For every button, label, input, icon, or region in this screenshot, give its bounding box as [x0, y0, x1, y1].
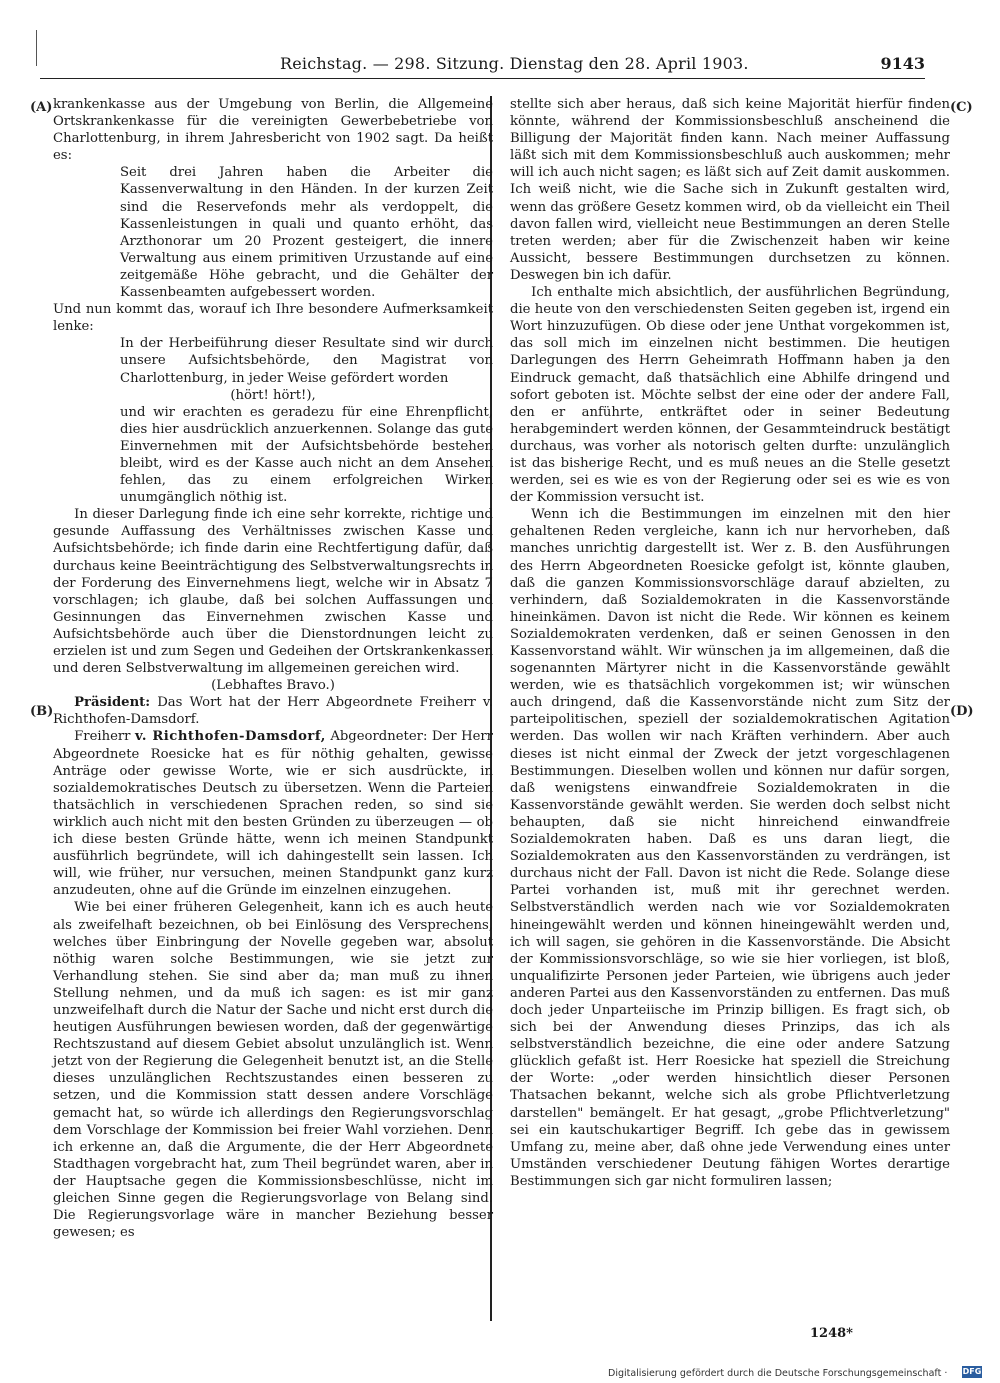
interjection: (hört! hört!), [230, 387, 316, 403]
president-remark [53, 694, 493, 728]
paragraph: krankenkasse aus der Umgebung von Berlin, die Allgemeine Ortskrankenkasse für die vereinigten Gewerbebetriebe von Charlottenburg, in ihrem Jahresbericht von 1902 sagt. Da heißt es: [53, 97, 493, 164]
sheet-number: 1248* [810, 1326, 853, 1341]
speaker-prefix: Freiherr [74, 729, 131, 745]
president-text: Das Wort hat der Herr Abgeordnete Freiherr v. Richthofen-Damsdorf. [53, 695, 493, 728]
running-title: Reichstag. — 298. Sitzung. Dienstag den 28. April 1903. [280, 54, 749, 73]
quotation: In der Herbeiführung dieser Resultate sind wir durch unsere Aufsichtsbehörde, den Magistrat von Charlottenburg, in jeder Weise gefördert worden [120, 336, 493, 386]
applause-note: (Lebhaftes Bravo.) [211, 678, 335, 694]
paragraph: Ich enthalte mich absichtlich, der ausführlichen Begründung, die heute von den verschiedensten Seiten gegeben ist, irgend ein Wort hinzuzufügen. Ob diese oder jene Unthat vorgekommen ist, das soll mich im einzelnen nicht bestimmen. Die heutigen Darlegungen des Herrn Geheimrath Hoffmann haben ja den Eindruck gemacht, daß thatsächlich eine Abhilfe dringend und sofort geboten ist. Möchte selbst der eine oder der andere Fall, den er anführte, entkräftet oder in seiner Bedeutung herabgemindert werden können, der Gesammteindruck bestätigt durchaus, was vorher als notorisch gelten durfte: unzulänglich ist das bisherige Recht, und es muß neues an die Stelle gesetzt werden, sei es wie es von der Regierung oder sei es wie es von der Kommission versucht ist. [510, 285, 950, 506]
page-header [40, 52, 925, 79]
page-number: 9143 [880, 54, 925, 73]
speaker-text: Abgeordneter: Der Herr Abgeordnete Roesicke hat es für nöthig gehalten, gewisse Anträge oder gewisse Worte, wie er sich ausdrückte, in sozialdemokratisches Deutsch zu übersetzen. Wenn die Parteien thatsächlich in verschiedenen Sprachen reden, so sind sie wirklich auch nicht mit den besten Gründen zu überzeugen — ob ich diese besten Gründe hätte, wenn ich meinen Standpunkt ausführlich begründete, will ich dahingestellt sein lassen. Ich will, wie früher, nur versuchen, meinen Standpunkt ganz kurz anzudeuten, ohne auf die Gründe im einzelnen einzugehen. [53, 729, 493, 899]
president-label: Präsident: [74, 695, 151, 711]
margin-rule [36, 30, 37, 66]
paragraph: Wenn ich die Bestimmungen im einzelnen mit den hier gehaltenen Reden vergleiche, kann ich nur hervorheben, daß manches unrichtig dargestellt ist. Wer z. B. den Ausführungen des Herrn Abgeordneten Roesicke gefolgt ist, könnte glauben, daß die ganzen Kommissionsvorschläge darauf abzielten, zu verhindern, daß Sozialdemokraten in die Kassenvorstände hineinkämen. Davon ist nicht die Rede. Wir können es keinem Sozialdemokraten verdenken, daß er seinen Genossen in den Kassenvorstand wählt. Wir wünschen ja im allgemeinen, daß die sogenannten Märtyrer nicht in die Kassenvorstände gewählt werden, wie es thatsächlich vorgekommen ist; wir wünschen auch dringend, daß die Kassenvorstände nicht zum Sitz der parteipolitischen, speziell der sozialdemokratischen Agitation werden. Das wollen wir nach Kräften verhindern. Aber auch dieses ist nicht einmal der Zweck der jetzt vorgeschlagenen Bestimmungen. Dieselben wollen und können nur dafür sorgen, daß wenigstens einwandfreie Sozialdemokraten in die Kassenvorstände gewählt werden. Sie werden doch selbst nicht behaupten, daß sie nicht hinreichend einwandfreie Sozialdemokraten haben. Daß es uns daran liegt, die Sozialdemokraten aus den Kassenvorständen zu verdrängen, ist durchaus nicht der Fall. Davon ist nicht die Rede. Solange diese Partei vorhanden ist, muß mit ihr gerechnet werden. Selbstverständlich werden nach wie vor Sozialdemokraten hineingewählt werden und können hineingewählt werden und, ich will sagen, sie gehören in die Kassenvorstände. Die Absicht der Kommissionsvorschläge, so wie sie hier vorliegen, ist bloß, unqualifizirte Personen jeder Parteien, wie übrigens auch jeder anderen Partei aus den Kassenvorständen zu entfernen. Das muß doch jeder Unparteiische im Prinzip billigen. Es fragt sich, ob sich bei der Anwendung dieses Prinzips, das ich als selbstverständlich bezeichne, die eine oder andere Satzung glücklich gefaßt ist. Herr Roesicke hat speziell die Streichung der Worte: „oder werden hinsichtlich dieser Personen Thatsachen bekannt, welche sich als grobe Pflichtverletzung darstellen" bemängelt. Er hat gesagt, „grobe Pflichtverletzung" sei ein kautschukartiger Begriff. Ich gebe das in gewissem Umfang zu, meine aber, daß ohne jede Verwendung eines unter Umständen verschiedener Deutung fähigen Wortes derartige Bestimmungen sich gar nicht formuliren lassen; [510, 507, 950, 1189]
margin-marker-c: (C) [950, 100, 973, 115]
margin-marker-b: (B) [30, 704, 54, 719]
quotation: und wir erachten es geradezu für eine Ehrenpflicht, dies hier ausdrücklich anzuerkennen. Solange das gute Einvernehmen mit der Aufsichtsbehörde bestehen bleibt, wird es der Kasse auch nicht an dem Ansehen fehlen, das zu einem erfolgreichen Wirken unumgänglich nöthig ist. [120, 404, 493, 506]
speaker-intro [53, 728, 493, 899]
dfg-logo: DFG [962, 1367, 982, 1376]
right-column [510, 96, 950, 1190]
digitization-credit: Digitalisierung gefördert durch die Deutsche Forschungsgemeinschaft · [608, 1368, 948, 1379]
paragraph: Und nun kommt das, worauf ich Ihre besondere Aufmerksamkeit lenke: [53, 302, 493, 335]
speaker-name: v. Richthofen-Damsdorf, [135, 729, 326, 745]
margin-marker-a: (A) [30, 100, 53, 115]
left-column [53, 96, 493, 1241]
quotation: Seit drei Jahren haben die Arbeiter die Kassenverwaltung in den Händen. In der kurzen Zeit sind die Reservefonds mehr als verdoppelt, die Kassenleistungen in quali und quanto erhöht, das Arzthonorar um 20 Prozent gesteigert, die innere Verwaltung aus einem primitiven Urzustande auf eine zeitgemäße Höhe gebracht, und die Gehälter der Kassenbeamten aufgebessert worden. [120, 165, 493, 301]
paragraph: In dieser Darlegung finde ich eine sehr korrekte, richtige und gesunde Auffassung des Verhältnisses zwischen Kasse und Aufsichtsbehörde; ich finde darin eine Rechtfertigung dafür, daß durchaus keine Beeinträchtigung des Selbstverwaltungsrechts in der Forderung des Einvernehmens liegt, welche wir in Absatz 7 vorschlagen; ich glaube, daß bei solchen Auffassungen und Gesinnungen das Einvernehmen zwischen Kasse und Aufsichtsbehörde auch über die Dienstordnungen leicht zu erzielen ist und zum Segen und Gedeihen der Ortskrankenkassen und deren Selbstverwaltung im allgemeinen gereichen wird. [53, 507, 493, 677]
margin-marker-d: (D) [950, 704, 974, 719]
paragraph: Wie bei einer früheren Gelegenheit, kann ich es auch heute als zweifelhaft bezeichnen, ob bei Einlösung des Versprechens, welches über Einbringung der Novelle gegeben war, absolut nöthig waren solche Bestimmungen, wie sie jetzt zur Verhandlung stehen. Sie sind aber da; man muß zu ihnen Stellung nehmen, und da muß ich sagen: es ist mir ganz unzweifelhaft durch die Natur der Sache und nicht erst durch die heutigen Ausführungen bewiesen worden, daß der gegenwärtige Rechtszustand auf diesem Gebiet absolut unzulänglich ist. Wenn jetzt von der Regierung die Gelegenheit benutzt ist, an die Stelle dieses unzulänglichen Rechtszustandes einen besseren zu setzen, und die Kommission statt dessen andere Vorschläge gemacht hat, so würde ich allerdings den Regierungsvorschlag dem Vorschlage der Kommission bei freier Wahl vorziehen. Denn ich erkenne an, daß die Argumente, die der Herr Abgeordnete Stadthagen vorgebracht hat, zum Theil begründet waren, aber in der Hauptsache gegen die Kommissionsbeschlüsse, nicht im gleichen Sinne gegen die Regierungsvorlage von Belang sind. Die Regierungsvorlage wäre in mancher Beziehung besser gewesen; es [53, 900, 493, 1241]
paragraph: stellte sich aber heraus, daß sich keine Majorität hierfür finden könnte, während der Kommissionsbeschluß anscheinend die Billigung der Majorität finden kann. Nach meiner Auffassung läßt sich mit dem Kommissionsbeschluß auch auskommen; mehr will ich auch nicht sagen; es läßt sich auf Zeit damit auskommen. Ich weiß nicht, wie die Sache sich in Zukunft gestalten wird, wenn das größere Gesetz kommen wird, ob da vielleicht ein Theil davon fallen wird, vielleicht neue Bestimmungen an deren Stelle treten werden; aber für die Zwischenzeit haben wir keine Aussicht, bessere Bestimmungen durchsetzen zu können. Deswegen bin ich dafür. [510, 97, 950, 283]
